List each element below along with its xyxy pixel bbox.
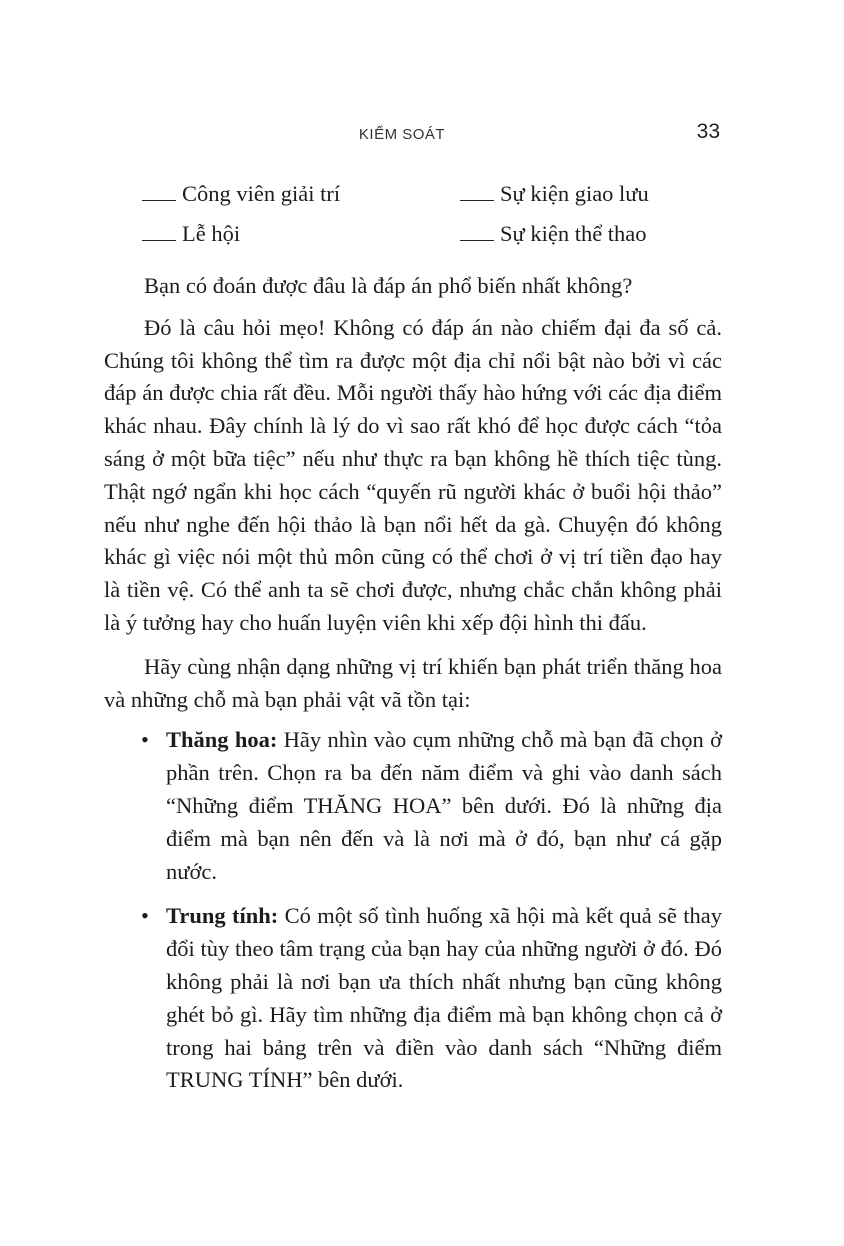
bullet-marker: • xyxy=(141,727,149,753)
choice-item xyxy=(460,221,700,247)
running-header xyxy=(132,118,720,148)
page-number: 33 xyxy=(696,120,720,143)
bullet-item-trung-tinh xyxy=(104,900,722,1097)
bullet-marker: • xyxy=(141,903,149,929)
answer-blank[interactable] xyxy=(460,240,494,241)
answer-blank[interactable] xyxy=(460,200,494,201)
body-text xyxy=(104,270,722,1109)
choice-label: Sự kiện giao lưu xyxy=(500,181,649,206)
choice-label: Lễ hội xyxy=(182,221,241,246)
bullet-term: Trung tính: xyxy=(166,903,279,929)
choice-list xyxy=(142,174,702,254)
choice-row xyxy=(142,174,702,214)
question-paragraph: Bạn có đoán được đâu là đáp án phổ biến nhất không? xyxy=(144,273,633,298)
choice-row xyxy=(142,214,702,254)
answer-blank[interactable] xyxy=(142,200,176,201)
bullet-text: Có một số tình huống xã hội mà kết quả sẽ thay đổi tùy theo tâm trạng của bạn hay của những người ở đó. Đó không phải là nơi bạn ưa thích nhất nhưng bạn cũng không ghét bỏ gì. Hãy tìm những địa điểm mà bạn không chọn cả ở trong hai bảng trên và điền vào danh sách “Những điểm TRUNG TÍNH” bên dưới. xyxy=(166,903,722,1093)
bullet-term: Thăng hoa: xyxy=(166,727,278,753)
answer-paragraph: Đó là câu hỏi mẹo! Không có đáp án nào chiếm đại đa số cả. Chúng tôi không thể tìm ra được một địa chỉ nổi bật nào bởi vì các đáp án được chia rất đều. Mỗi người thấy hào hứng với các địa điểm khác nhau. Đây chính là lý do vì sao rất khó để học được cách “tỏa sáng ở một bữa tiệc” nếu như thực ra bạn không hề thích tiệc tùng. Thật ngớ ngẩn khi học cách “quyến rũ người khác ở buổi hội thảo” nếu như nghe đến hội thảo là bạn nổi hết da gà. Chuyện đó không khác gì việc nói một thủ môn cũng có thể chơi ở vị trí tiền đạo hay là tiền vệ. Có thể anh ta sẽ chơi được, nhưng chắc chắn không phải là ý tưởng hay cho huấn luyện viên khi xếp đội hình thi đấu. xyxy=(104,314,722,635)
bullet-list xyxy=(104,724,722,1097)
bullet-item-thang-hoa xyxy=(104,724,722,888)
choice-item xyxy=(142,181,460,207)
choice-item xyxy=(460,181,700,207)
choice-label: Công viên giải trí xyxy=(182,181,341,206)
answer-blank[interactable] xyxy=(142,240,176,241)
bullet-text: Hãy nhìn vào cụm những chỗ mà bạn đã chọn ở phần trên. Chọn ra ba đến năm điểm và ghi vào danh sách “Những điểm THĂNG HOA” bên dưới. Đó là những địa điểm mà bạn nên đến và là nơi mà ở đó, bạn như cá gặp nước. xyxy=(166,727,722,884)
intro-paragraph: Hãy cùng nhận dạng những vị trí khiến bạn phát triển thăng hoa và những chỗ mà bạn phải vật vã tồn tại: xyxy=(104,653,722,712)
choice-item xyxy=(142,221,460,247)
choice-label: Sự kiện thể thao xyxy=(500,221,647,246)
running-title: KIỂM SOÁT xyxy=(358,126,446,143)
